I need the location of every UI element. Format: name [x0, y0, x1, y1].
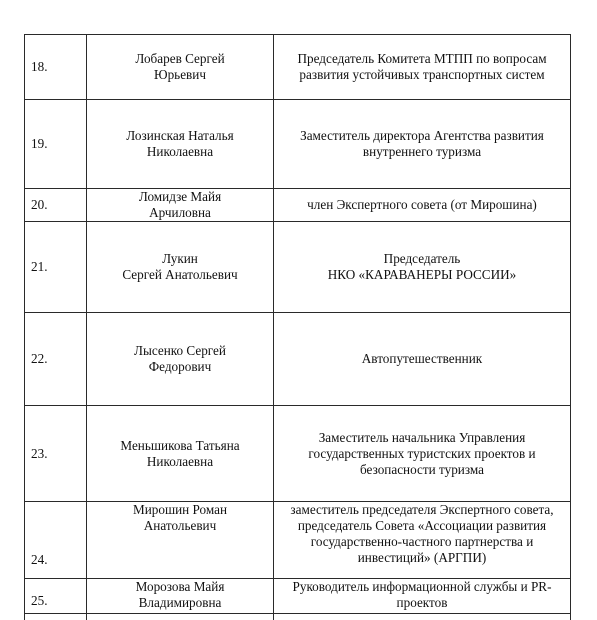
member-position: Председатель Комитета МТПП по вопросам развития устойчивых транспортных систем [274, 35, 571, 100]
member-name: Ломидзе Майя Арчиловна [87, 189, 274, 222]
member-position: член Экспертного совета (от Мирошина) [274, 189, 571, 222]
member-position: Председатель НКО «КАРАВАНЕРЫ РОССИИ» [274, 222, 571, 313]
member-position: Заместитель начальника Управления государственных туристских проектов и безопасности туризма [274, 406, 571, 502]
table-row [25, 502, 571, 579]
member-name: Морозова Майя Владимировна [87, 579, 274, 614]
member-name: Лобарев Сергей Юрьевич [87, 35, 274, 100]
member-name [87, 614, 274, 620]
member-name: Меньшикова Татьяна Николаевна [87, 406, 274, 502]
table-row [25, 313, 571, 406]
member-name: Лозинская Наталья Николаевна [87, 100, 274, 189]
member-position: Руководитель информационной службы и PR- проектов [274, 579, 571, 614]
row-number: 20. [25, 189, 87, 222]
member-position: заместитель председателя Экспертного совета, председатель Совета «Ассоциации развития государственно-частного партнерства и инвестиций» (АРГПИ) [274, 502, 571, 579]
member-name: Лукин Сергей Анатольевич [87, 222, 274, 313]
row-number [25, 614, 87, 620]
row-number: 25. [25, 579, 87, 614]
member-position [274, 614, 571, 620]
row-number: 21. [25, 222, 87, 313]
table-row [25, 222, 571, 313]
member-name: Мирошин Роман Анатольевич [87, 502, 274, 579]
table-row [25, 35, 571, 100]
table-row-partial [25, 614, 571, 620]
table-row [25, 406, 571, 502]
table-row [25, 579, 571, 614]
table-row [25, 100, 571, 189]
table-row [25, 189, 571, 222]
member-position: Автопутешественник [274, 313, 571, 406]
row-number: 22. [25, 313, 87, 406]
row-number: 19. [25, 100, 87, 189]
member-position: Заместитель директора Агентства развития внутреннего туризма [274, 100, 571, 189]
row-number: 24. [25, 502, 87, 579]
row-number: 23. [25, 406, 87, 502]
row-number: 18. [25, 35, 87, 100]
member-name: Лысенко Сергей Федорович [87, 313, 274, 406]
members-table [24, 34, 571, 620]
